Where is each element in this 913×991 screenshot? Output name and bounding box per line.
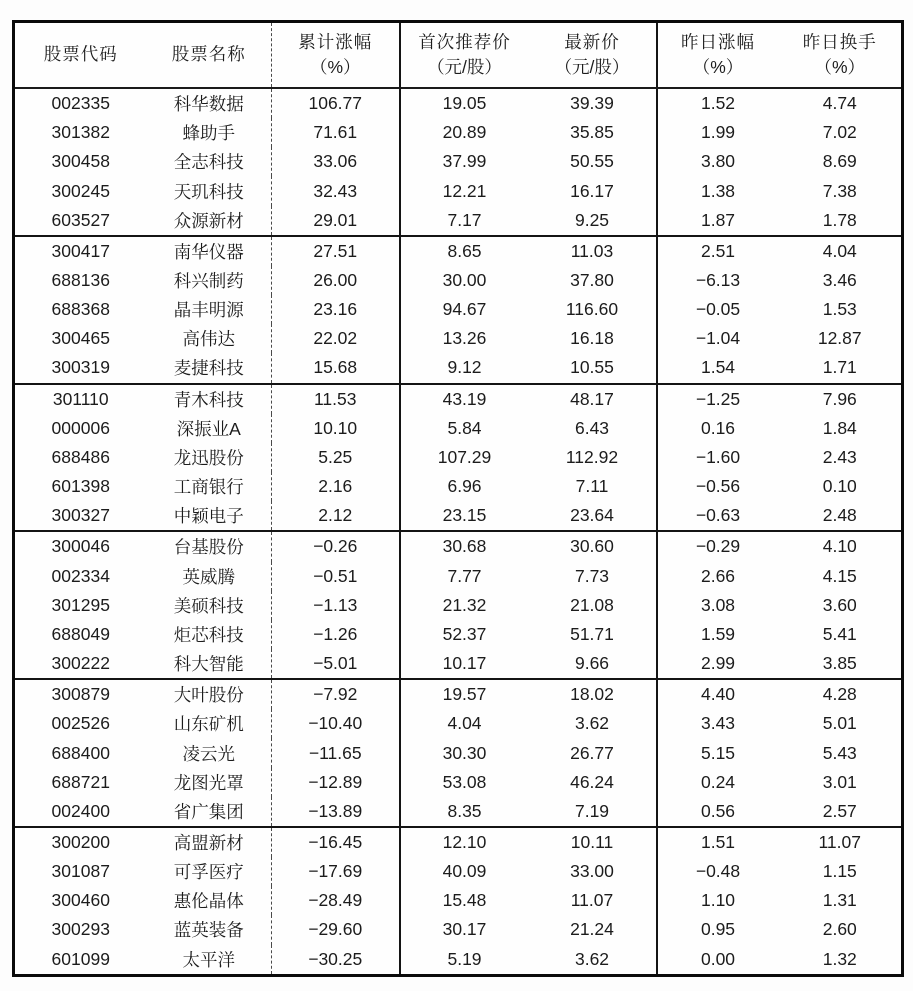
cell-stock-code: 301110 <box>14 384 147 414</box>
cell-yesterday-gain: 3.43 <box>700 713 736 734</box>
cell-stock-code: 300293 <box>51 919 110 940</box>
cell-yesterday-gain: 1.87 <box>700 209 736 230</box>
cell-cumulative-gain: −29.60 <box>272 915 400 944</box>
cell-stock-name: 炬芯科技 <box>147 620 272 649</box>
table-row <box>14 857 903 886</box>
cell-stock-name: 高盟新材 <box>147 827 272 857</box>
cell-yesterday-turnover: 1.78 <box>822 209 857 230</box>
cell-yesterday-turnover: 4.10 <box>779 531 903 561</box>
cell-latest-price: 7.11 <box>529 472 657 501</box>
cell-latest-price: 50.55 <box>529 147 657 176</box>
cell-first-recommended-price: 30.17 <box>442 919 487 940</box>
cell-yesterday-turnover: 12.87 <box>817 328 862 349</box>
cell-yesterday-turnover: 1.15 <box>822 861 857 882</box>
cell-stock-name: 工商银行 <box>147 472 272 501</box>
table-row <box>14 472 903 501</box>
cell-latest-price: 35.85 <box>529 118 657 147</box>
cell-yesterday-gain: 2.66 <box>700 565 736 586</box>
cell-stock-code: 688368 <box>51 299 110 320</box>
cell-yesterday-gain: 0.56 <box>700 800 736 821</box>
table-row <box>14 236 903 266</box>
cell-yesterday-gain: −0.29 <box>657 531 779 561</box>
cell-stock-name: 高伟达 <box>147 324 272 353</box>
cell-stock-name: 青木科技 <box>147 384 272 414</box>
cell-stock-name: 科华数据 <box>147 88 272 118</box>
column-header-stock-code <box>14 22 147 89</box>
cell-stock-name: 山东矿机 <box>147 709 272 738</box>
cell-stock-code: 300319 <box>51 357 110 378</box>
cell-stock-name: 众源新材 <box>147 206 272 236</box>
cell-yesterday-gain: −0.63 <box>695 505 741 526</box>
cell-yesterday-gain: −0.48 <box>695 861 741 882</box>
cell-stock-code: 603527 <box>51 209 110 230</box>
cell-stock-name: 科兴制药 <box>147 266 272 295</box>
table-row <box>14 915 903 944</box>
cell-yesterday-gain: 1.10 <box>700 890 736 911</box>
cell-stock-code: 688486 <box>51 446 110 467</box>
cell-yesterday-turnover: 1.71 <box>822 357 857 378</box>
cell-stock-code: 300046 <box>14 531 147 561</box>
cell-first-recommended-price: 30.30 <box>442 742 487 763</box>
cell-yesterday-turnover: 2.48 <box>822 505 857 526</box>
table-row <box>14 295 903 324</box>
cell-stock-code: 002400 <box>51 800 110 821</box>
cell-cumulative-gain: 29.01 <box>272 206 400 236</box>
cell-yesterday-turnover: 1.84 <box>822 417 857 438</box>
cell-latest-price: 112.92 <box>529 443 657 472</box>
cell-stock-code: 688049 <box>51 623 110 644</box>
header-unit: （元/股） <box>427 57 502 77</box>
table-row <box>14 206 903 236</box>
cell-cumulative-gain: −13.89 <box>272 797 400 827</box>
cell-cumulative-gain: −0.26 <box>272 531 400 561</box>
cell-stock-code: 300222 <box>51 653 110 674</box>
table-row <box>14 353 903 383</box>
cell-yesterday-gain: −1.04 <box>695 328 741 349</box>
table-row <box>14 384 903 414</box>
table-row <box>14 176 903 205</box>
cell-yesterday-turnover: 3.60 <box>822 594 857 615</box>
cell-first-recommended-price: 21.32 <box>442 594 487 615</box>
header-label: 最新价 <box>564 31 620 52</box>
cell-first-recommended-price: 8.65 <box>400 236 529 266</box>
cell-stock-name: 英威腾 <box>147 562 272 591</box>
cell-first-recommended-price: 9.12 <box>447 357 482 378</box>
cell-first-recommended-price: 10.17 <box>442 653 487 674</box>
cell-first-recommended-price: 107.29 <box>437 446 492 467</box>
cell-first-recommended-price: 20.89 <box>442 122 487 143</box>
table-row <box>14 147 903 176</box>
cell-stock-name: 麦捷科技 <box>147 353 272 383</box>
cell-yesterday-gain: −1.25 <box>657 384 779 414</box>
cell-cumulative-gain: −5.01 <box>272 649 400 679</box>
cell-first-recommended-price: 6.96 <box>447 476 482 497</box>
cell-yesterday-gain: 1.99 <box>700 122 736 143</box>
cell-stock-name: 蓝英装备 <box>147 915 272 944</box>
stock-recommendation-table <box>12 20 904 977</box>
column-header-stock-name <box>147 22 272 89</box>
table-row <box>14 768 903 797</box>
cell-latest-price: 16.18 <box>529 324 657 353</box>
cell-first-recommended-price: 4.04 <box>447 713 482 734</box>
cell-stock-name: 可孚医疗 <box>147 857 272 886</box>
cell-yesterday-gain: 1.59 <box>700 623 736 644</box>
cell-yesterday-turnover: 4.28 <box>779 679 903 709</box>
cell-latest-price: 11.03 <box>529 236 657 266</box>
cell-latest-price: 39.39 <box>529 88 657 118</box>
cell-latest-price: 116.60 <box>529 295 657 324</box>
cell-cumulative-gain: −11.65 <box>272 738 400 767</box>
cell-latest-price: 46.24 <box>529 768 657 797</box>
cell-stock-name: 科大智能 <box>147 649 272 679</box>
column-header-first-recommended-price <box>400 22 529 89</box>
cell-yesterday-turnover: 4.04 <box>779 236 903 266</box>
cell-yesterday-gain: −0.05 <box>695 299 741 320</box>
cell-yesterday-turnover: 8.69 <box>822 151 857 172</box>
table-row <box>14 324 903 353</box>
cell-latest-price: 6.43 <box>529 414 657 443</box>
cell-yesterday-gain: 1.52 <box>700 93 736 114</box>
cell-first-recommended-price: 7.17 <box>447 209 482 230</box>
table-row <box>14 649 903 679</box>
header-label: 昨日涨幅 <box>681 31 755 52</box>
table-row <box>14 443 903 472</box>
table-row <box>14 620 903 649</box>
header-unit: （元/股） <box>554 57 630 77</box>
header-label: 昨日换手 <box>802 31 877 52</box>
table-row <box>14 591 903 620</box>
cell-cumulative-gain: 106.77 <box>272 88 400 118</box>
column-header-yesterday-turnover <box>779 22 903 89</box>
cell-stock-code: 301087 <box>51 861 110 882</box>
cell-cumulative-gain: 26.00 <box>272 266 400 295</box>
cell-cumulative-gain: 32.43 <box>272 176 400 205</box>
cell-stock-name: 蜂助手 <box>147 118 272 147</box>
table-body <box>14 88 903 976</box>
cell-stock-code: 000006 <box>51 417 110 438</box>
table-row <box>14 414 903 443</box>
cell-cumulative-gain: −10.40 <box>272 709 400 738</box>
table-row <box>14 797 903 827</box>
cell-stock-code: 300879 <box>14 679 147 709</box>
cell-stock-code: 688400 <box>51 742 110 763</box>
cell-stock-code: 002526 <box>51 713 110 734</box>
cell-stock-name: 南华仪器 <box>147 236 272 266</box>
table-row <box>14 886 903 915</box>
cell-stock-code: 300458 <box>51 151 110 172</box>
cell-stock-name: 凌云光 <box>147 738 272 767</box>
cell-cumulative-gain: 5.25 <box>272 443 400 472</box>
cell-latest-price: 23.64 <box>529 501 657 531</box>
cell-cumulative-gain: −1.26 <box>272 620 400 649</box>
cell-cumulative-gain: 23.16 <box>272 295 400 324</box>
cell-cumulative-gain: 10.10 <box>272 414 400 443</box>
table-header <box>14 22 903 89</box>
cell-stock-name: 深振业A <box>147 414 272 443</box>
cell-stock-code: 601398 <box>51 476 110 497</box>
cell-first-recommended-price: 19.05 <box>442 93 487 114</box>
cell-stock-code: 301295 <box>51 594 110 615</box>
column-header-cumulative-gain <box>272 22 400 89</box>
cell-yesterday-gain: −0.56 <box>695 476 741 497</box>
cell-yesterday-gain: 2.51 <box>657 236 779 266</box>
cell-yesterday-turnover: 5.01 <box>822 713 857 734</box>
header-label: 股票名称 <box>171 44 246 65</box>
cell-cumulative-gain: 33.06 <box>272 147 400 176</box>
cell-stock-code: 301382 <box>51 122 110 143</box>
cell-yesterday-gain: 3.80 <box>700 151 736 172</box>
table-row <box>14 562 903 591</box>
cell-stock-code: 300245 <box>51 180 110 201</box>
column-header-yesterday-gain <box>657 22 779 89</box>
cell-yesterday-gain: 0.24 <box>700 771 736 792</box>
cell-latest-price: 3.62 <box>529 709 657 738</box>
table-row <box>14 531 903 561</box>
cell-cumulative-gain: 2.16 <box>272 472 400 501</box>
cell-yesterday-turnover: 1.31 <box>822 890 857 911</box>
column-header-latest-price <box>529 22 657 89</box>
cell-stock-name: 龙图光罩 <box>147 768 272 797</box>
cell-yesterday-gain: 5.15 <box>700 742 736 763</box>
cell-first-recommended-price: 12.10 <box>400 827 529 857</box>
header-label: 累计涨幅 <box>298 31 373 52</box>
cell-first-recommended-price: 94.67 <box>442 299 487 320</box>
table-row <box>14 501 903 531</box>
cell-yesterday-turnover: 2.43 <box>822 446 857 467</box>
cell-stock-name: 惠伦晶体 <box>147 886 272 915</box>
cell-yesterday-turnover: 5.43 <box>822 742 857 763</box>
cell-latest-price: 48.17 <box>529 384 657 414</box>
cell-first-recommended-price: 37.99 <box>442 151 487 172</box>
cell-first-recommended-price: 43.19 <box>400 384 529 414</box>
cell-first-recommended-price: 40.09 <box>442 861 487 882</box>
cell-stock-name: 晶丰明源 <box>147 295 272 324</box>
cell-yesterday-gain: 2.99 <box>700 653 736 674</box>
cell-latest-price: 10.55 <box>529 353 657 383</box>
cell-yesterday-turnover: 7.02 <box>822 122 857 143</box>
table-row <box>14 88 903 118</box>
cell-latest-price: 30.60 <box>529 531 657 561</box>
cell-cumulative-gain: 11.53 <box>272 384 400 414</box>
table-row <box>14 738 903 767</box>
cell-latest-price: 11.07 <box>529 886 657 915</box>
table-row <box>14 266 903 295</box>
cell-first-recommended-price: 15.48 <box>442 890 487 911</box>
cell-stock-code: 300327 <box>51 505 110 526</box>
cell-stock-name: 省广集团 <box>147 797 272 827</box>
header-unit: （%） <box>692 57 744 77</box>
cell-first-recommended-price: 12.21 <box>442 180 487 201</box>
table-row <box>14 827 903 857</box>
cell-stock-code: 688721 <box>51 771 110 792</box>
cell-cumulative-gain: −16.45 <box>272 827 400 857</box>
cell-first-recommended-price: 53.08 <box>442 771 487 792</box>
cell-yesterday-gain: 4.40 <box>657 679 779 709</box>
cell-latest-price: 7.19 <box>529 797 657 827</box>
cell-latest-price: 7.73 <box>529 562 657 591</box>
cell-cumulative-gain: 22.02 <box>272 324 400 353</box>
cell-latest-price: 21.08 <box>529 591 657 620</box>
cell-stock-name: 天玑科技 <box>147 176 272 205</box>
cell-latest-price: 9.25 <box>529 206 657 236</box>
cell-yesterday-gain: 3.08 <box>700 594 736 615</box>
table-row <box>14 945 903 976</box>
cell-yesterday-gain: 0.00 <box>700 948 736 969</box>
cell-first-recommended-price: 52.37 <box>442 623 487 644</box>
cell-cumulative-gain: −7.92 <box>272 679 400 709</box>
cell-yesterday-gain: 1.54 <box>700 357 736 378</box>
cell-cumulative-gain: −28.49 <box>272 886 400 915</box>
cell-yesterday-turnover: 7.38 <box>822 180 857 201</box>
cell-yesterday-gain: 1.38 <box>700 180 736 201</box>
cell-stock-code: 002334 <box>51 565 110 586</box>
cell-stock-name: 龙迅股份 <box>147 443 272 472</box>
table-row <box>14 118 903 147</box>
cell-yesterday-turnover: 4.74 <box>822 93 857 114</box>
cell-yesterday-turnover: 1.53 <box>822 299 857 320</box>
cell-cumulative-gain: 71.61 <box>272 118 400 147</box>
cell-stock-name: 中颖电子 <box>147 501 272 531</box>
cell-yesterday-turnover: 3.01 <box>822 771 857 792</box>
table-row <box>14 709 903 738</box>
header-label: 首次推荐价 <box>418 31 511 52</box>
cell-stock-name: 台基股份 <box>147 531 272 561</box>
cell-stock-code: 300417 <box>14 236 147 266</box>
cell-first-recommended-price: 23.15 <box>442 505 487 526</box>
table-row <box>14 679 903 709</box>
cell-yesterday-turnover: 0.10 <box>822 476 857 497</box>
cell-latest-price: 21.24 <box>529 915 657 944</box>
cell-yesterday-turnover: 1.32 <box>822 948 857 969</box>
cell-stock-code: 601099 <box>51 948 110 969</box>
cell-first-recommended-price: 30.68 <box>400 531 529 561</box>
cell-yesterday-turnover: 7.96 <box>779 384 903 414</box>
cell-first-recommended-price: 5.19 <box>447 948 482 969</box>
cell-latest-price: 10.11 <box>529 827 657 857</box>
cell-latest-price: 9.66 <box>529 649 657 679</box>
cell-stock-name: 大叶股份 <box>147 679 272 709</box>
cell-first-recommended-price: 13.26 <box>442 328 487 349</box>
cell-stock-code: 002335 <box>51 93 110 114</box>
cell-stock-name: 全志科技 <box>147 147 272 176</box>
cell-yesterday-turnover: 3.46 <box>822 270 857 291</box>
header-row <box>14 22 903 89</box>
cell-stock-code: 300200 <box>14 827 147 857</box>
cell-yesterday-turnover: 11.07 <box>779 827 903 857</box>
cell-latest-price: 33.00 <box>529 857 657 886</box>
cell-stock-name: 太平洋 <box>147 945 272 976</box>
cell-yesterday-gain: −6.13 <box>695 270 741 291</box>
header-unit: （%） <box>814 57 866 77</box>
cell-first-recommended-price: 30.00 <box>442 270 487 291</box>
cell-yesterday-turnover: 2.57 <box>822 800 857 821</box>
cell-yesterday-turnover: 4.15 <box>822 565 857 586</box>
cell-yesterday-turnover: 5.41 <box>822 623 857 644</box>
cell-latest-price: 51.71 <box>529 620 657 649</box>
cell-stock-code: 300465 <box>51 328 110 349</box>
cell-latest-price: 3.62 <box>529 945 657 976</box>
cell-latest-price: 37.80 <box>529 266 657 295</box>
cell-first-recommended-price: 7.77 <box>447 565 482 586</box>
cell-cumulative-gain: −1.13 <box>272 591 400 620</box>
cell-yesterday-gain: 1.51 <box>657 827 779 857</box>
cell-first-recommended-price: 19.57 <box>400 679 529 709</box>
cell-cumulative-gain: −30.25 <box>272 945 400 976</box>
cell-cumulative-gain: 27.51 <box>272 236 400 266</box>
cell-cumulative-gain: −0.51 <box>272 562 400 591</box>
cell-yesterday-turnover: 2.60 <box>822 919 857 940</box>
cell-stock-code: 300460 <box>51 890 110 911</box>
cell-yesterday-turnover: 3.85 <box>822 653 857 674</box>
cell-yesterday-gain: 0.95 <box>700 919 736 940</box>
cell-first-recommended-price: 5.84 <box>447 417 482 438</box>
cell-stock-code: 688136 <box>51 270 110 291</box>
cell-cumulative-gain: 2.12 <box>272 501 400 531</box>
cell-cumulative-gain: −12.89 <box>272 768 400 797</box>
cell-latest-price: 26.77 <box>529 738 657 767</box>
cell-cumulative-gain: 15.68 <box>272 353 400 383</box>
cell-latest-price: 18.02 <box>529 679 657 709</box>
cell-stock-name: 美硕科技 <box>147 591 272 620</box>
cell-latest-price: 16.17 <box>529 176 657 205</box>
cell-yesterday-gain: −1.60 <box>695 446 741 467</box>
header-unit: （%） <box>309 57 361 77</box>
cell-yesterday-gain: 0.16 <box>700 417 736 438</box>
header-label: 股票代码 <box>43 44 118 65</box>
cell-cumulative-gain: −17.69 <box>272 857 400 886</box>
cell-first-recommended-price: 8.35 <box>447 800 482 821</box>
